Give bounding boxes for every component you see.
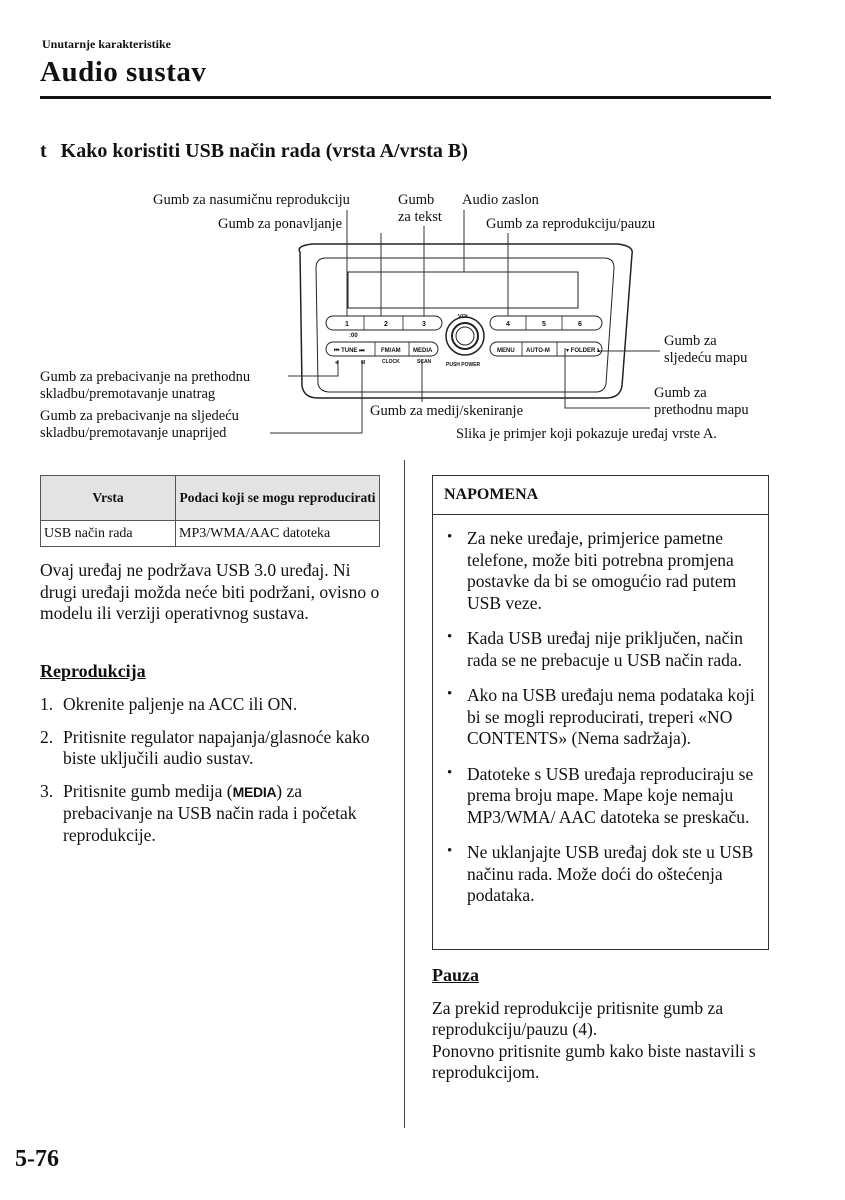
step-number: 2. <box>40 726 54 747</box>
note-box <box>432 475 769 950</box>
tune-label: ⏮ TUNE ⏭ <box>334 348 365 354</box>
list-item <box>445 842 760 907</box>
folder-label: ▾ FOLDER ▴ <box>566 348 601 354</box>
callout-text-line2: za tekst <box>398 209 442 225</box>
page-title: Audio sustav <box>40 56 207 88</box>
preset-2-label: 2 <box>384 321 388 328</box>
note-item-text: Ne uklanjajte USB uređaj dok ste u USB načinu rada. Može doći do oštećenja podataka. <box>467 842 754 905</box>
note-item-text: Ako na USB uređaju nema podataka koji bi se mogli reproducirati, treperi «NO CONTENTS» (Nema sadržaja). <box>467 685 755 748</box>
preset-3-label: 3 <box>422 321 426 328</box>
bullet-icon: • <box>447 843 453 859</box>
vol-label: VOL <box>458 314 470 320</box>
callout-play-pause: Gumb za reprodukciju/pauzu <box>486 216 656 232</box>
callout-next-track-line2: skladbu/premotavanje unaprijed <box>40 425 227 441</box>
note-heading: NAPOMENA <box>433 476 768 515</box>
fmam-label: FM/AM <box>381 348 401 354</box>
figure-caption: Slika je primjer koji pokazuje uređaj vrste A. <box>456 426 717 442</box>
step-number: 3. <box>40 780 54 801</box>
unsupported-note: Ovaj uređaj ne podržava USB 3.0 uređaj. Ni drugi uređaji možda neće biti podržani, ovisno o modelu ili verziji operativnog sustava. <box>40 560 380 623</box>
clock-label: CLOCK <box>382 359 400 365</box>
list-item <box>445 628 760 671</box>
bullet-icon: • <box>447 529 453 545</box>
callout-repeat: Gumb za ponavljanje <box>218 216 343 232</box>
subheading-bullet: t <box>40 140 47 162</box>
column-divider <box>404 460 405 1128</box>
table-cell-type: USB način rada <box>41 521 176 547</box>
note-item-text: Kada USB uređaj nije priključen, način rada se ne prebacuje u USB način rada. <box>467 628 744 670</box>
table-row <box>41 521 380 547</box>
note-item-text: Datoteke s USB uređaja reproduciraju se prema broju mape. Mape koje nemaju MP3/WMA/ AAC datoteka se preskaču. <box>467 763 754 827</box>
note-item-text: Za neke uređaje, primjerice pametne telefone, može biti potrebna promjena postavke da bi se omogućio rad putem USB veze. <box>467 528 737 613</box>
callout-next-folder-line1: Gumb za <box>664 333 717 349</box>
preset-5-label: 5 <box>542 321 546 328</box>
bullet-icon: • <box>447 629 453 645</box>
bullet-icon: • <box>447 686 453 702</box>
push-power-label: PUSH POWER <box>446 362 481 368</box>
section-label: Unutarnje karakteristike <box>42 37 171 51</box>
table-cell-data: MP3/WMA/AAC datoteka <box>176 521 380 547</box>
callout-text-line1: Gumb <box>398 192 435 208</box>
playback-heading-text: Reprodukcija <box>40 661 146 681</box>
media-panel-label: MEDIA <box>413 348 433 354</box>
pause-para-1: Za prekid reprodukcije pritisnite gumb za reprodukciju/pauzu (4). <box>432 997 724 1039</box>
callout-prev-track-line1: Gumb za prebacivanje na prethodnu <box>40 369 251 385</box>
list-item <box>445 528 760 614</box>
list-item <box>40 781 385 847</box>
playback-heading <box>40 661 385 683</box>
subheading-text: Kako koristiti USB način rada (vrsta A/vrsta B) <box>60 140 468 162</box>
callout-prev-folder-line2: prethodnu mapu <box>654 402 749 418</box>
table-header-type: Vrsta <box>41 476 176 521</box>
step-text-before: Pritisnite gumb medija ( <box>63 780 233 801</box>
callout-next-track-line1: Gumb za prebacivanje na sljedeću <box>40 408 239 424</box>
callout-audio-display: Audio zaslon <box>462 192 539 208</box>
preset-4-label: 4 <box>506 321 510 328</box>
list-item <box>445 764 760 829</box>
callout-media-scan: Gumb za medij/skeniranje <box>370 403 524 419</box>
automem-label: AUTO-M <box>526 348 550 354</box>
step-number: 1. <box>40 694 54 714</box>
media-button-chip: MEDIA <box>232 783 277 800</box>
callout-prev-track-line2: skladbu/premotavanje unatrag <box>40 386 216 402</box>
playback-steps <box>40 694 385 857</box>
page-number: 5-76 <box>15 1146 59 1172</box>
pause-section <box>432 965 777 1084</box>
tune-sub-left-label: ⊕ <box>335 360 340 366</box>
list-item <box>40 727 385 770</box>
playable-data-table <box>40 475 380 547</box>
tune-sub-right-label: M <box>361 360 366 366</box>
table-header-data: Podaci koji se mogu reproducirati <box>176 476 380 521</box>
list-item <box>40 694 385 716</box>
preset-6-label: 6 <box>578 321 582 328</box>
step-text: Pritisnite regulator napajanja/glasnoće kako biste uključili audio sustav. <box>63 726 370 768</box>
list-item <box>445 685 760 750</box>
pause-heading-text: Pauza <box>432 965 479 985</box>
step-text: Okrenite paljenje na ACC ili ON. <box>63 694 298 714</box>
bullet-icon: • <box>447 764 453 781</box>
menu-label: MENU <box>497 348 515 354</box>
callout-random: Gumb za nasumičnu reprodukciju <box>153 192 350 208</box>
sub-00-label: :00 <box>349 333 358 339</box>
callout-next-folder-line2: sljedeću mapu <box>664 350 748 366</box>
pause-heading <box>432 965 777 987</box>
scan-label: SCAN <box>417 359 432 365</box>
pause-para-2: Ponovno pritisnite gumb kako biste nastavili s reprodukcijom. <box>432 1040 756 1082</box>
callout-prev-folder-line1: Gumb za <box>654 385 707 401</box>
note-list <box>433 515 768 907</box>
preset-1-label: 1 <box>345 321 349 328</box>
step-text-after: ) za prebacivanje na USB način rada i početak reprodukcije. <box>63 780 357 845</box>
